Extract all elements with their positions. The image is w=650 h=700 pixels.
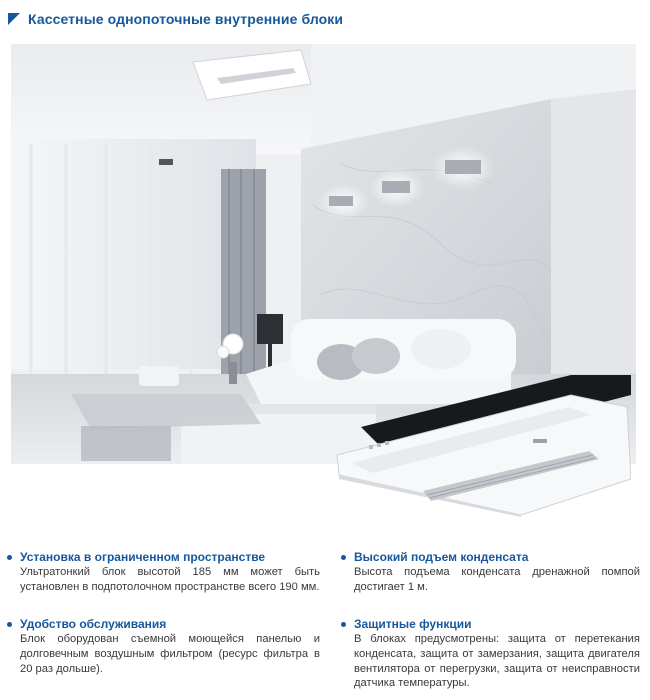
- feature-text: В блоках предусмотрены: защита от перетекания конденсата, защита от замерзания, защита двигателя вентилятора от перегрузки, защита от неисправности датчика температуры.: [354, 633, 640, 690]
- feature-title: Удобство обслуживания: [20, 617, 167, 631]
- page-header: [8, 8, 343, 30]
- feature-item: [20, 617, 320, 676]
- feature-item: [354, 550, 640, 595]
- feature-title: Высокий подъем конденсата: [354, 550, 529, 564]
- feature-item: [354, 617, 640, 691]
- bullet-icon: [7, 555, 12, 560]
- bullet-icon: [341, 555, 346, 560]
- feature-text: Блок оборудован съемной моющейся панелью и долговечным воздушным фильтром (ресурс фильтра в 20 раз дольше).: [20, 633, 320, 675]
- feature-title: Установка в ограниченном пространстве: [20, 550, 266, 564]
- page-title: Кассетные однопоточные внутренние блоки: [28, 11, 344, 27]
- feature-item: [20, 550, 320, 595]
- feature-text: Ультратонкий блок высотой 185 мм может быть установлен в подпотолочном пространстве всего 190 мм.: [20, 566, 320, 593]
- feature-text: Высота подъема конденсата дренажной помпой достигает 1 м.: [354, 566, 640, 593]
- bullet-icon: [7, 622, 12, 627]
- feature-title: Защитные функции: [354, 617, 472, 631]
- header-triangle-icon: [8, 13, 20, 25]
- cassette-unit-image: [331, 367, 631, 517]
- bullet-icon: [341, 622, 346, 627]
